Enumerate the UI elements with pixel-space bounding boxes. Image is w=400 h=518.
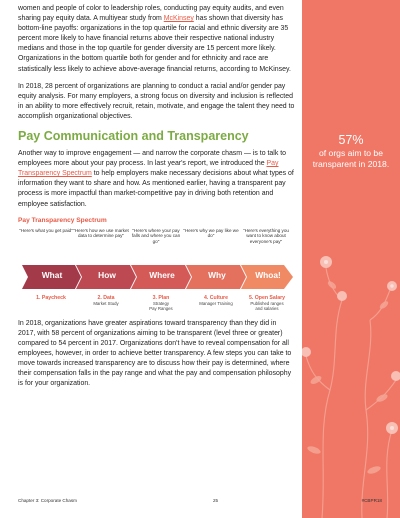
paragraph-aspirations: In 2018, organizations have greater aspirations toward transparency than they did in 2017, with 58 percent of organizations aiming to be transparent (level three or greater) compared to 54 percent in 2017. Organizations don't have to reveal compensation for all employees, however, in order to achieve better transparency. A few steps you can take to move towards increased transparency are to discuss how their pay is determined, where their compensation falls in the pay range and what the pay and compensation philosophy is for your organization.	[18, 319, 292, 388]
paragraph-engagement	[18, 149, 295, 210]
paragraph-mckinsey	[18, 4, 295, 75]
quote-what: "Here's what you get paid"	[19, 227, 73, 233]
footer-page-number: 25	[213, 498, 219, 503]
stat-text: of orgs aim to be transparent in 2018.	[312, 148, 390, 169]
page-footer	[18, 498, 382, 506]
step-data	[77, 295, 135, 307]
step-open-salary	[238, 295, 296, 312]
segment-label-whoa: Whoa!	[255, 269, 281, 280]
step-paycheck	[22, 295, 80, 301]
sidebar-stat	[302, 133, 400, 169]
floral-illustration	[302, 0, 400, 518]
pay-transparency-spectrum	[18, 217, 295, 319]
quote-whoa: "Here's everything you want to know about everyone's pay"	[243, 227, 289, 244]
mckinsey-link[interactable]: McKinsey	[163, 15, 194, 23]
step-subtitle: Market Study	[93, 301, 119, 306]
step-plan	[132, 295, 190, 312]
spectrum-steps	[18, 295, 295, 319]
main-column	[18, 4, 295, 396]
step-title: 5. Open Salary	[248, 294, 286, 301]
paragraph-pay-equity: In 2018, 28 percent of organizations are planning to conduct a racial and/or gender pay equity analysis. For many employers, a strong focus on diversity and inclusion is reflected in an ability to more effectively recruit, retain, motivate, and engage the talent they need to accomplish organizational objectives.	[18, 82, 295, 120]
paragraph-text: women and people of color to leadership roles, conducting pay equity audits, and even sharing pay equity data. A multiyear study from	[18, 5, 284, 23]
step-culture	[187, 295, 245, 307]
step-subtitle: Strategy Pay Ranges	[149, 301, 173, 312]
step-title: 1. Paycheck	[36, 294, 66, 301]
footer-chapter: Chapter 3: Corporate Chasm	[18, 498, 77, 503]
spectrum-quotes	[18, 228, 295, 260]
segment-label-how: How	[98, 269, 116, 280]
footer-hashtag: #CBPR18	[361, 498, 382, 503]
paragraph-text: Another way to improve engagement — and narrow the corporate chasm — is to talk to employees more about your pay process. In last year's report, we introduced the	[18, 150, 286, 168]
quote-where: "Here's where your pay falls and where you can go"	[131, 227, 181, 244]
step-title: 2. Data	[97, 294, 115, 301]
paragraph-text: has shown that diversity has bottom-line payoffs: organizations in the top quartile for racial and ethnic diversity are 35 percent more likely to have financial returns above their respective national industry medians and those in the top quartile for gender diversity are 15 percent more likely. Organizations in the bottom quartile both for gender and for ethnicity and race are statistically less likely to achieve above-average financial returns, according to McKinsey.	[18, 15, 291, 73]
quote-why: "Here's why we pay like we do"	[183, 227, 239, 239]
paragraph-text: to help employers make necessary decisions about what types of information they want to share and how. As mentioned earlier, having a transparent pay process is more impactful than market-competitive pay in driving both retention and employee satisfaction.	[18, 170, 294, 208]
pay-transparency-spectrum-link[interactable]: Pay Transparency Spectrum	[18, 160, 279, 178]
segment-label-why: Why	[208, 269, 226, 280]
sidebar	[302, 0, 400, 518]
spectrum-arrow	[18, 262, 295, 292]
section-title: Pay Communication and Transparency	[18, 129, 249, 144]
step-subtitle: Manager Training	[199, 301, 233, 306]
stat-number: 57%	[338, 133, 364, 147]
spectrum-title: Pay Transparency Spectrum	[18, 216, 107, 224]
step-title: 3. Plan	[152, 294, 170, 301]
step-subtitle: Published ranges and salaries	[250, 301, 284, 312]
step-title: 4. Culture	[204, 294, 228, 301]
quote-how: "Here's how we use market data to determine pay"	[73, 227, 129, 239]
segment-label-what: What	[41, 269, 63, 280]
segment-label-where: Where	[149, 269, 175, 280]
